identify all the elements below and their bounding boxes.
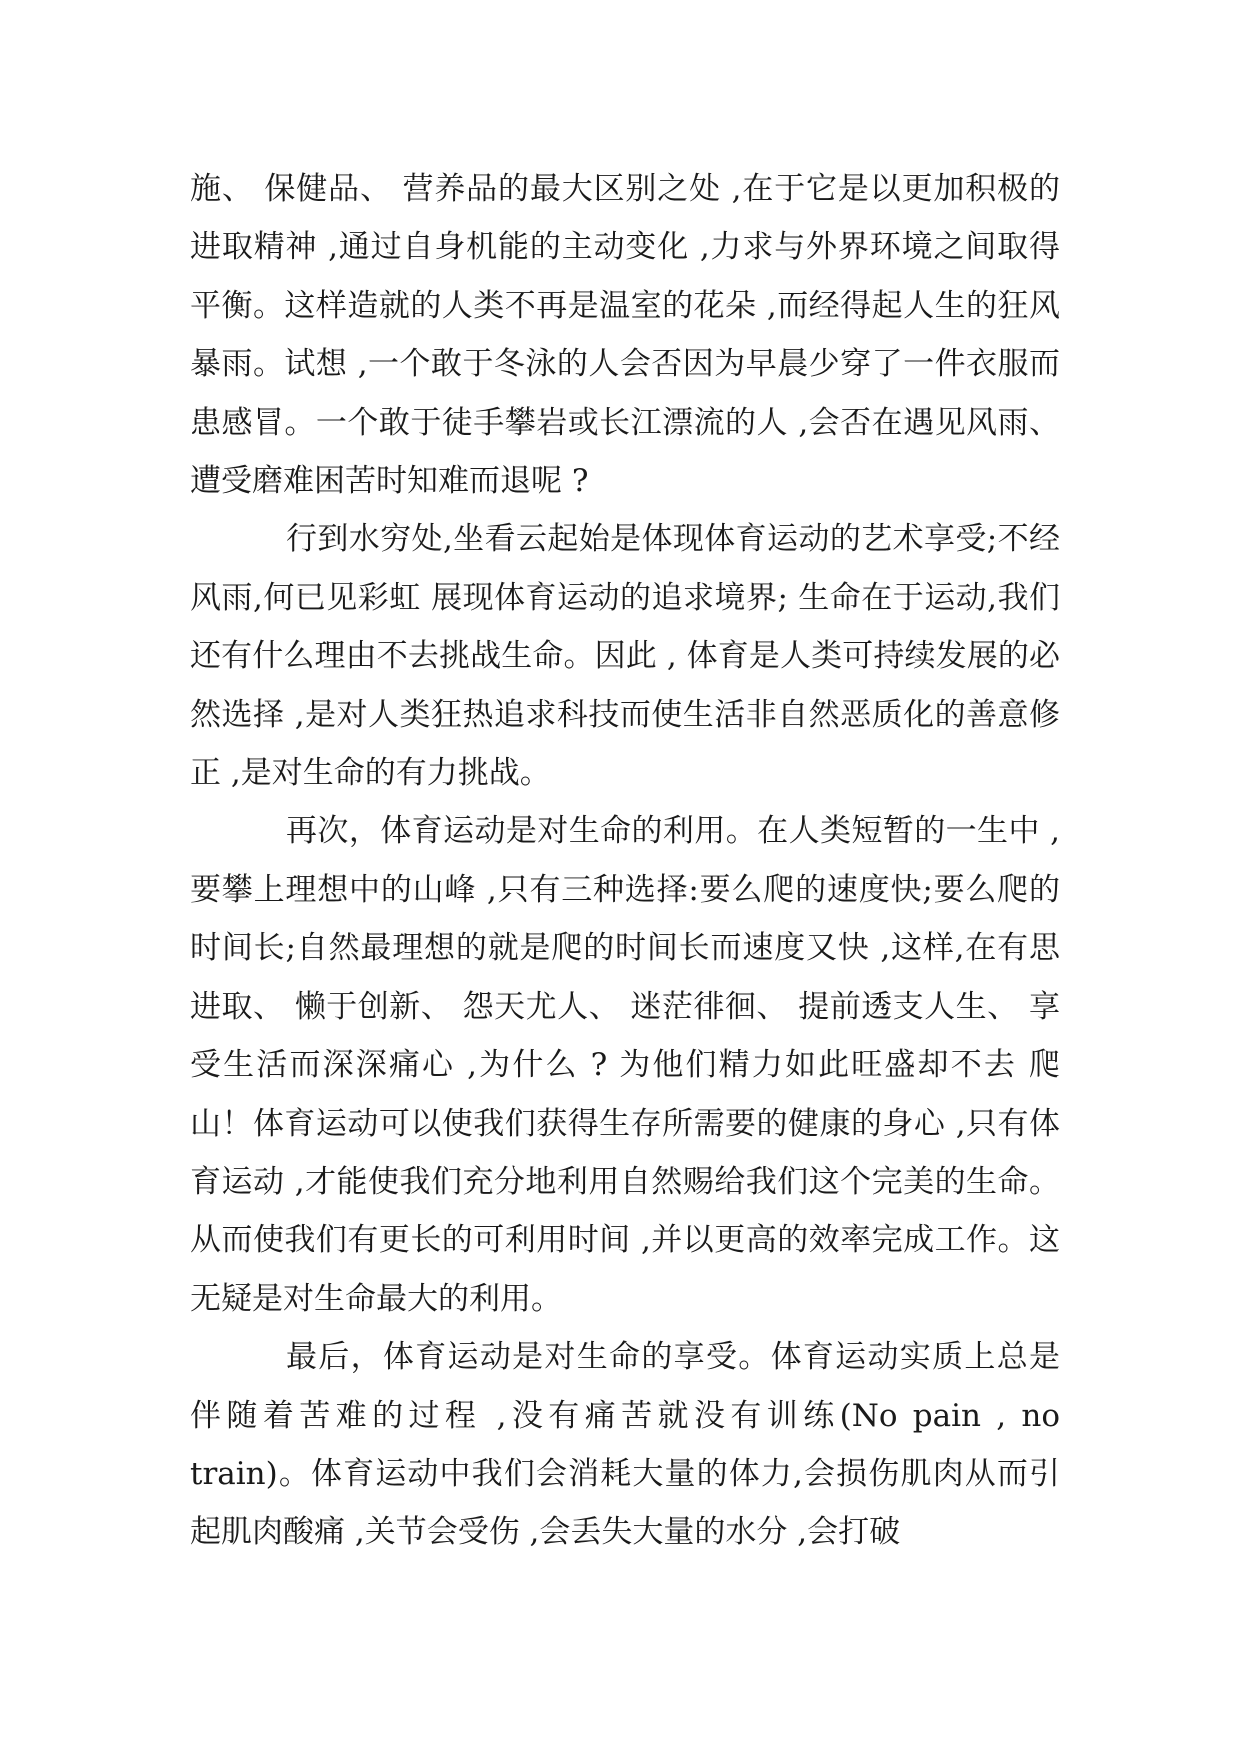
paragraph-enjoyment-of-life: 最后，体育运动是对生命的享受。体育运动实质上总是伴随着苦难的过程 ,没有痛苦就没有训练(No pain , no train)。体育运动中我们会消耗大量的体力,会损伤肌肉从而引起肌肉酸痛 ,关节会受伤 ,会丢失大量的水分 ,会打破 (190, 1339, 1060, 1551)
paragraph-art-of-sport: 行到水穷处,坐看云起始是体现体育运动的艺术享受;不经风雨,何已见彩虹 展现体育运动的追求境界; 生命在于运动,我们还有什么理由不去挑战生命。因此 , 体育是人类可持续发展的必然选择 ,是对人类狂热追求科技而使生活非自然恶质化的善意修正 ,是对生命的有力挑战。 (190, 521, 1060, 792)
paragraph-use-of-life: 再次，体育运动是对生命的利用。在人类短暂的一生中 ,要攀上理想中的山峰 ,只有三种选择:要么爬的速度快;要么爬的时间长;自然最理想的就是爬的时间长而速度又快 ,这样,在有思进取、 懒于创新、 怨天尤人、 迷茫徘徊、 提前透支人生、 享受生活而深深痛心 ,为什么 ? 为他们精力如此旺盛却不去 爬山！体育运动可以使我们获得生存所需要的健康的身心 ,只有体育运动 ,才能使我们充分地利用自然赐给我们这个完美的生命。从而使我们有更长的可利用时间 ,并以更高的效率完成工作。这无疑是对生命最大的利用。 (190, 813, 1060, 1317)
paragraph-health-comparison: 施、 保健品、 营养品的最大区别之处 ,在于它是以更加积极的进取精神 ,通过自身机能的主动变化 ,力求与外界环境之间取得平衡。这样造就的人类不再是温室的花朵 ,而经得起人生的狂风暴雨。试想 ,一个敢于冬泳的人会否因为早晨少穿了一件衣服而患感冒。一个敢于徒手攀岩或长江漂流的人 ,会否在遇见风雨、 遭受磨难困苦时知难而退呢 ? (190, 171, 1060, 500)
body-text (190, 160, 1060, 1562)
